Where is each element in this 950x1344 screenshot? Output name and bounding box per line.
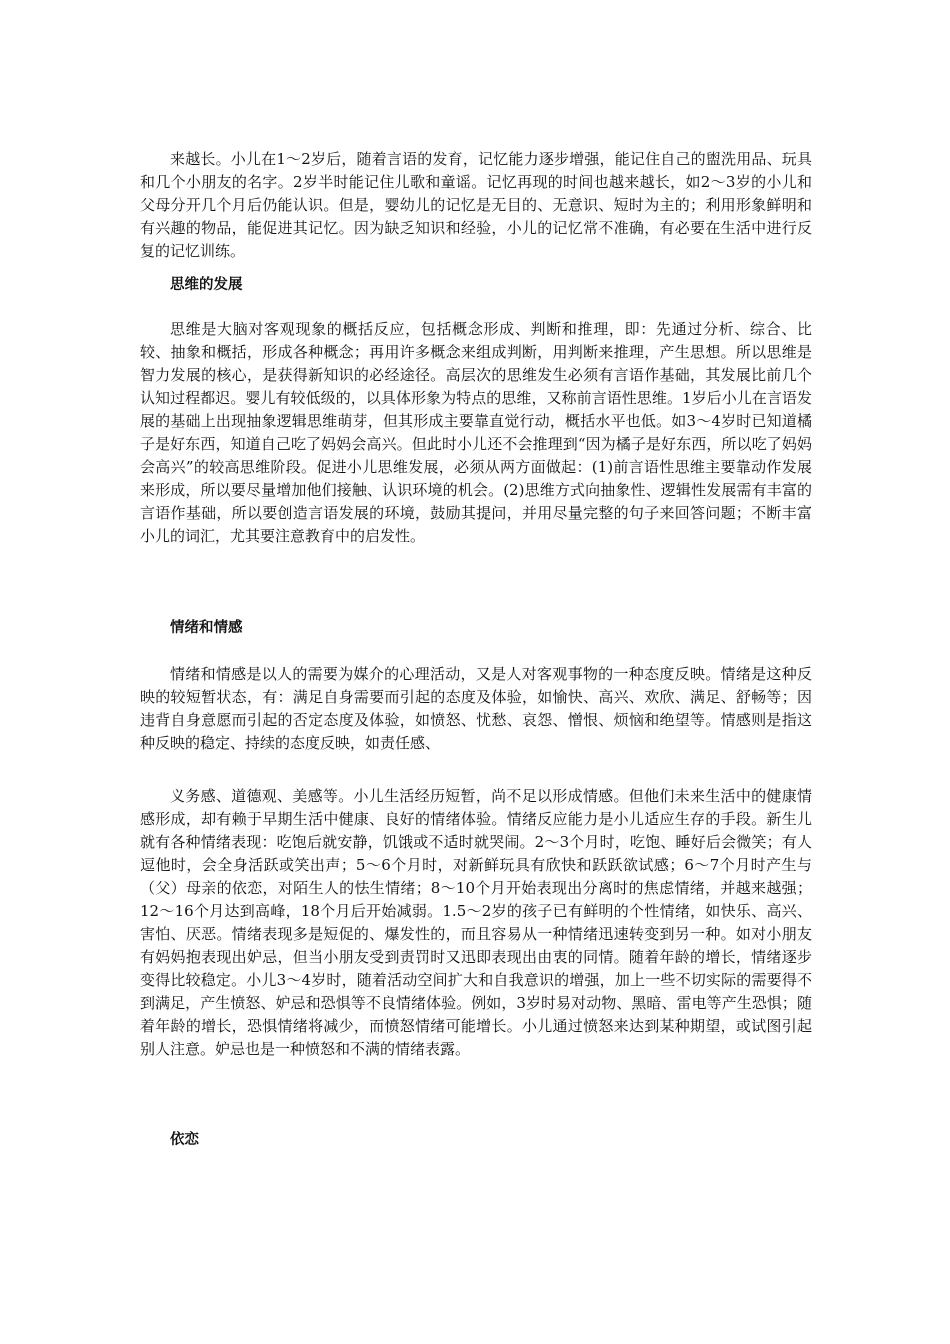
- paragraph-emotion-development: 义务感、道德观、美感等。小儿生活经历短暂，尚不足以形成情感。但他们未来生活中的健康情感形成，却有赖于早期生活中健康、良好的情绪体验。情绪反应能力是小儿适应生存的手段。新生儿就有各种情绪表现：吃饱后就安静，饥饿或不适时就哭闹。2～3个月时，吃饱、睡好后会微笑；有人逗他时，会全身活跃或笑出声；5～6个月时，对新鲜玩具有欣快和跃跃欲试感；6～7个月时产生与（父）母亲的依恋，对陌生人的怯生情绪；8～10个月开始表现出分离时的焦虑情绪，并越来越强；12～16个月达到高峰，18个月后开始减弱。1.5～2岁的孩子已有鲜明的个性情绪，如快乐、高兴、害怕、厌恶。情绪表现多是短促的、爆发性的，而且容易从一种情绪迅速转变到另一种。如对小朋友有妈妈抱表现出妒忌，但当小朋友受到责罚时又迅即表现出由衷的同情。随着年龄的增长，情绪逐步变得比较稳定。小儿3～4岁时，随着活动空间扩大和自我意识的增强，加上一些不切实际的需要得不到满足，产生愤怒、妒忌和恐惧等不良情绪体验。例如，3岁时易对动物、黑暗、雷电等产生恐惧；随着年龄的增长，恐惧情绪将减少，而愤怒情绪可能增长。小儿通过愤怒来达到某种期望，或试图引起别人注意。妒忌也是一种愤怒和不满的情绪表露。: [140, 787, 812, 1058]
- paragraph-emotion-intro: 情绪和情感是以人的需要为媒介的心理活动，又是人对客观事物的一种态度反映。情绪是这种反映的较短暂状态，有：满足自身需要而引起的态度及体验，如愉快、高兴、欢欣、满足、舒畅等；因违背自身意愿而引起的否定态度及体验，如愤怒、忧愁、哀怨、憎恨、烦恼和绝望等。情感则是指这种反映的稳定、持续的态度反映，如责任感、: [140, 665, 812, 752]
- paragraph-memory: 来越长。小儿在1～2岁后，随着言语的发育，记忆能力逐步增强，能记住自己的盥洗用品、玩具和几个小朋友的名字。2岁半时能记住儿歌和童谣。记忆再现的时间也越来越长，如2～3岁的小儿和父母分开几个月后仍能认识。但是，婴幼儿的记忆是无目的、无意识、短时为主的；利用形象鲜明和有兴趣的物品，能促进其记忆。因为缺乏知识和经验，小儿的记忆常不准确，有必要在生活中进行反复的记忆训练。: [140, 150, 812, 260]
- paragraph-thinking: 思维是大脑对客观现象的概括反应，包括概念形成、判断和推理，即：先通过分析、综合、比较、抽象和概括，形成各种概念；再用许多概念来组成判断，用判断来推理，产生思想。所以思维是智力发展的核心，是获得新知识的必经途径。高层次的思维发生必须有言语作基础，其发展比前几个认知过程都迟。婴儿有较低级的，以具体形象为特点的思维，又称前言语性思维。1岁后小儿在言语发展的基础上出现抽象逻辑思维萌芽，但其形成主要靠直觉行动，概括水平也低。如3～4岁时已知道橘子是好东西，知道自己吃了妈妈会高兴。但此时小儿还不会推理到“因为橘子是好东西，所以吃了妈妈会高兴”的较高思维阶段。促进小儿思维发展，必须从两方面做起：(1)前言语性思维主要靠动作发展来形成，所以要尽量增加他们接触、认识环境的机会。(2)思维方式向抽象性、逻辑性发展需有丰富的言语作基础，所以要创造言语发展的环境，鼓励其提问，并用尽量完整的句子来回答问题；不断丰富小儿的词汇，尤其要注意教育中的启发性。: [140, 320, 812, 545]
- heading-thinking-development: 思维的发展: [170, 277, 243, 293]
- heading-emotion: 情绪和情感: [170, 620, 243, 636]
- heading-attachment: 依恋: [170, 1132, 199, 1148]
